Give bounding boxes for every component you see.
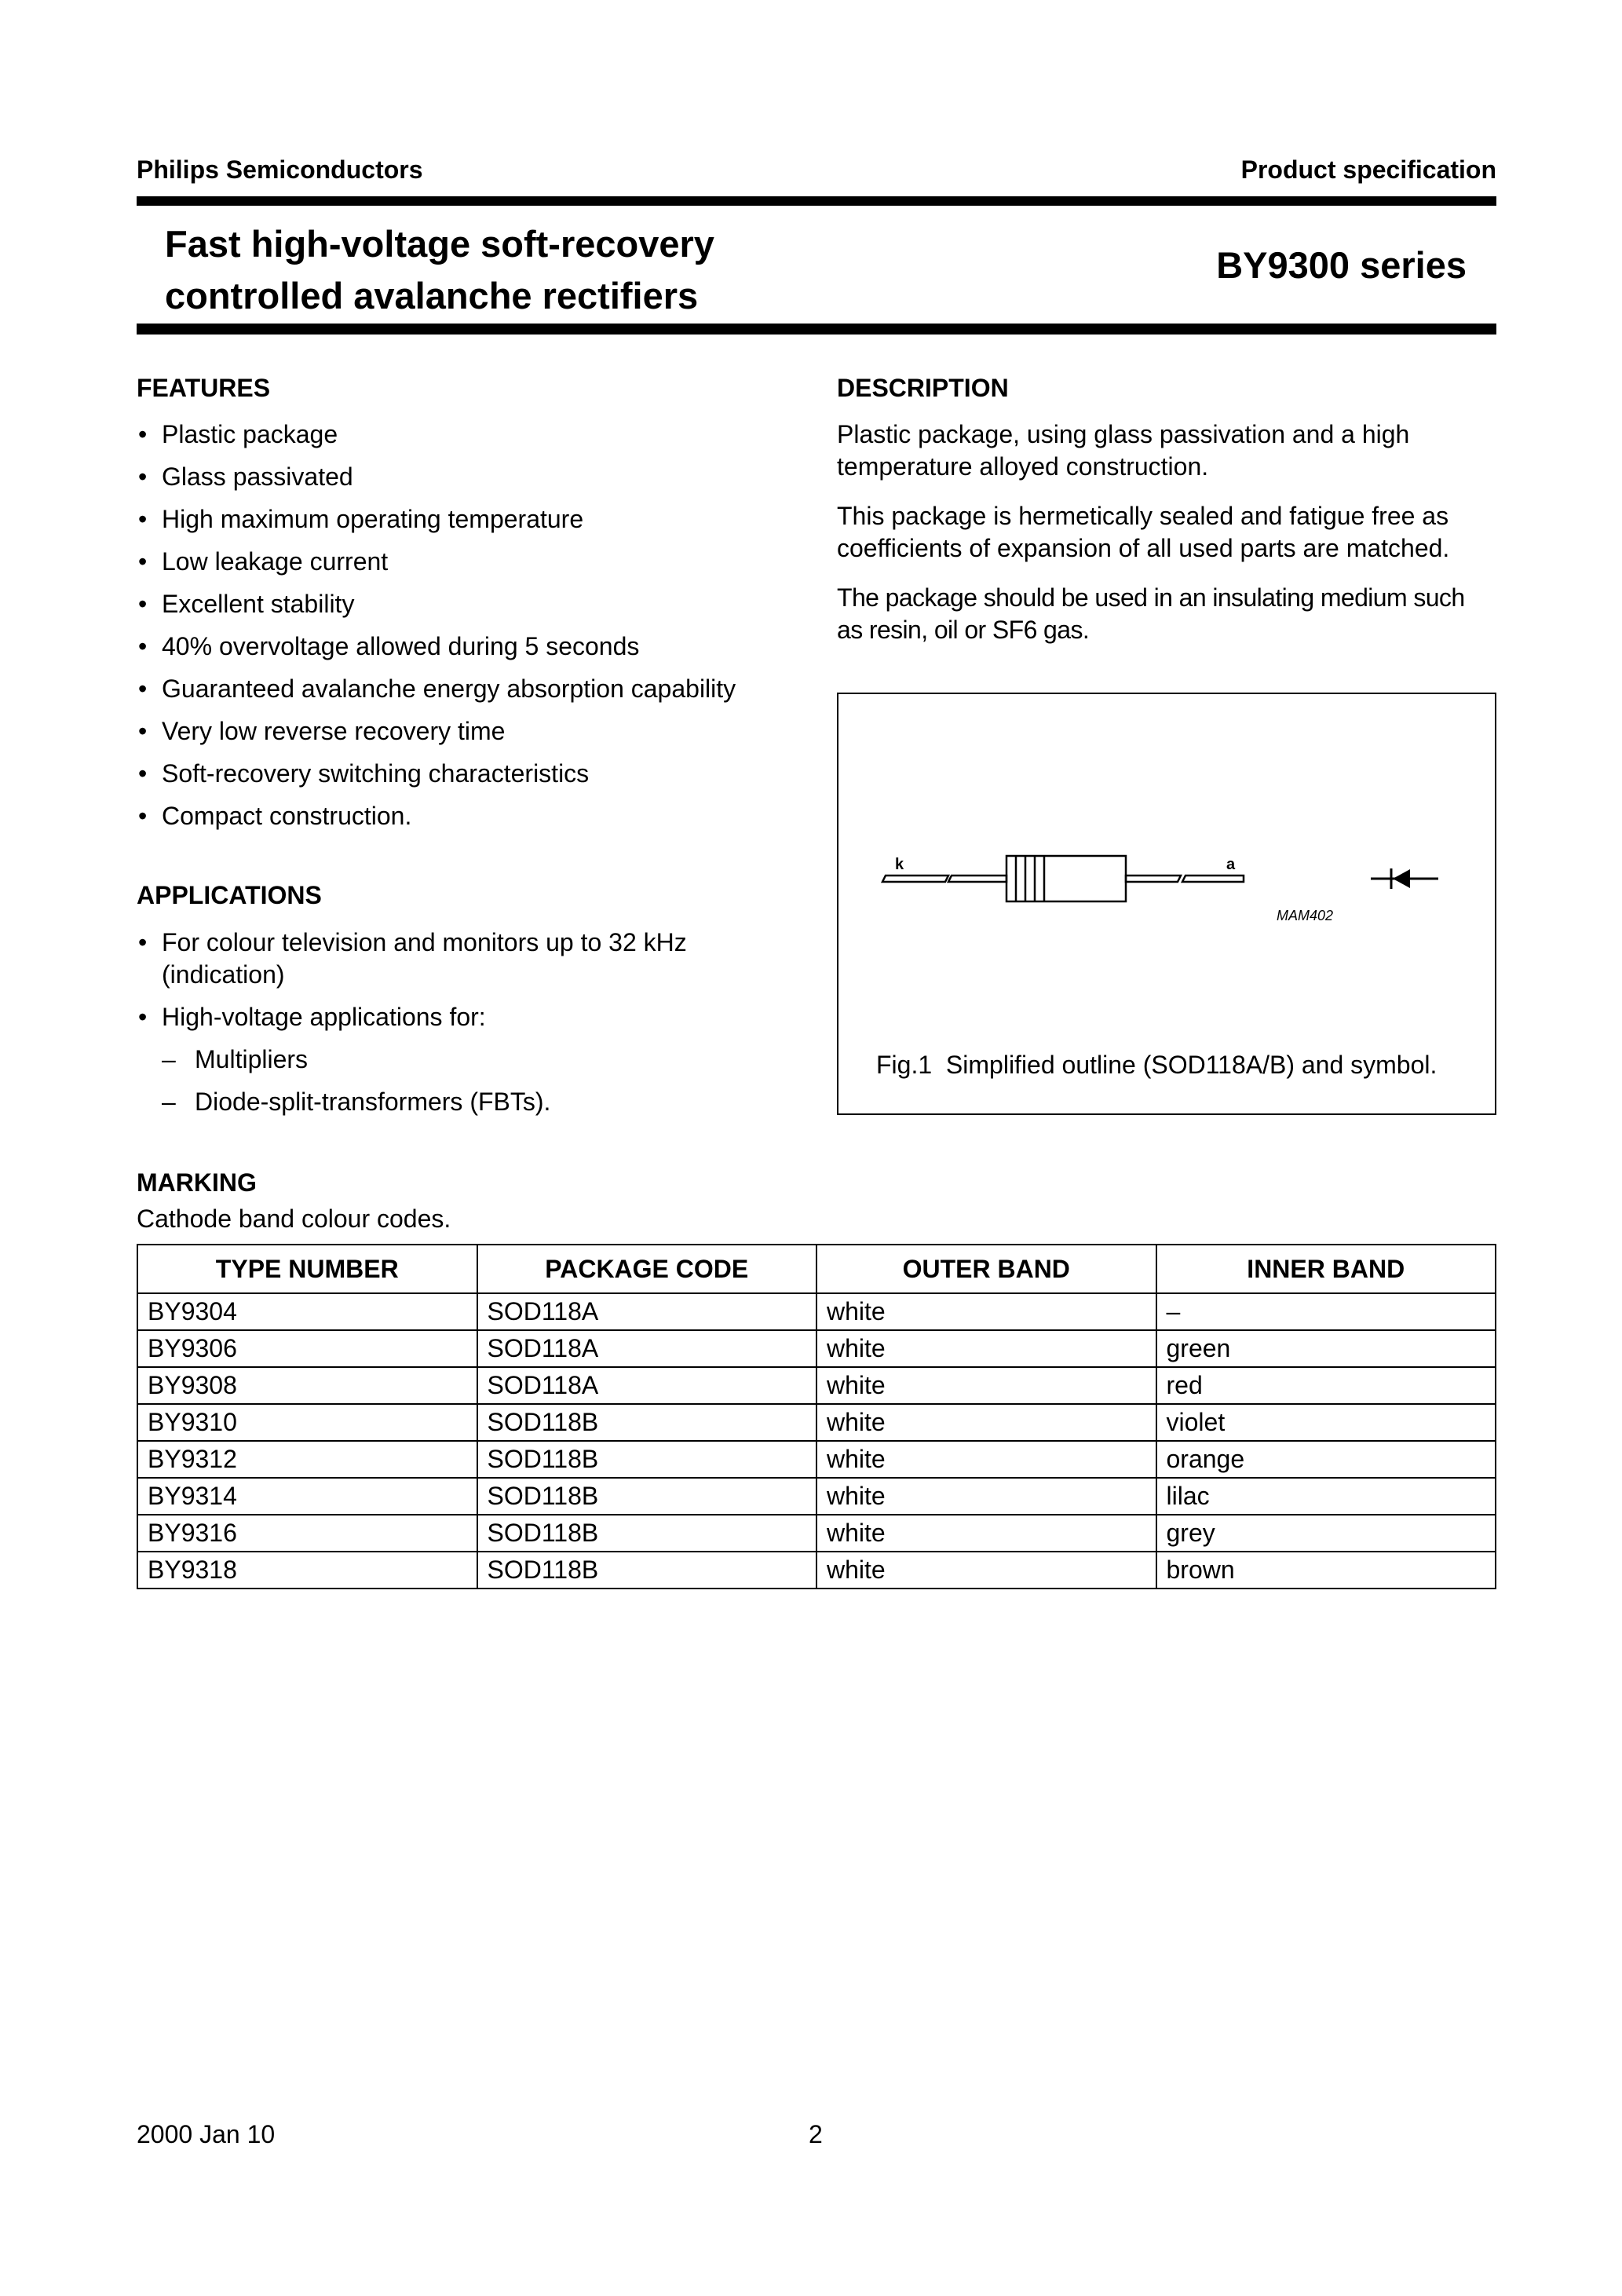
list-item: • Plastic package — [137, 419, 812, 451]
paragraph-line: coefficients of expansion of all used parts are matched. — [837, 534, 1450, 562]
table-cell: BY9318 — [137, 1552, 477, 1589]
column-header: OUTER BAND — [816, 1245, 1156, 1293]
list-item: • Very low reverse recovery time — [137, 715, 812, 748]
applications-heading: APPLICATIONS — [137, 881, 322, 909]
table-cell: green — [1156, 1330, 1496, 1367]
table-cell: white — [816, 1367, 1156, 1404]
table-row — [137, 1367, 1496, 1404]
list-item: • Soft-recovery switching characteristics — [137, 758, 812, 790]
table-cell: white — [816, 1552, 1156, 1589]
column-header: INNER BAND — [1156, 1245, 1496, 1293]
list-item: • Compact construction. — [137, 800, 812, 832]
marking-subtitle: Cathode band colour codes. — [137, 1205, 451, 1233]
description-paragraph-2 — [837, 500, 1512, 565]
marking-table — [137, 1244, 1496, 1589]
table-header-row — [137, 1245, 1496, 1293]
table-cell: SOD118B — [477, 1404, 817, 1441]
list-item-line: (indication) — [162, 960, 285, 989]
table-cell: brown — [1156, 1552, 1496, 1589]
table-cell: SOD118B — [477, 1441, 817, 1478]
table-cell: BY9304 — [137, 1293, 477, 1330]
table-cell: violet — [1156, 1404, 1496, 1441]
figure-caption — [876, 1051, 1437, 1080]
anode-lead-left — [1126, 876, 1181, 882]
table-cell: SOD118A — [477, 1293, 817, 1330]
page-title — [165, 218, 714, 322]
cathode-label: k — [895, 856, 904, 873]
column-header: PACKAGE CODE — [477, 1245, 817, 1293]
anode-lead-right — [1182, 876, 1244, 882]
diode-outline-figure — [837, 693, 1496, 1007]
features-list — [137, 419, 812, 832]
table-row — [137, 1330, 1496, 1367]
company-name: Philips Semiconductors — [137, 155, 423, 184]
figure-code: MAM402 — [1277, 908, 1334, 923]
table-cell: white — [816, 1293, 1156, 1330]
table-cell: grey — [1156, 1515, 1496, 1552]
table-cell: BY9312 — [137, 1441, 477, 1478]
table-cell: SOD118B — [477, 1552, 817, 1589]
table-cell: orange — [1156, 1441, 1496, 1478]
table-row — [137, 1478, 1496, 1515]
figure-caption-text: Simplified outline (SOD118A/B) and symbol. — [945, 1051, 1438, 1079]
table-cell: BY9310 — [137, 1404, 477, 1441]
description-paragraph-3 — [837, 582, 1512, 646]
table-cell: BY9316 — [137, 1515, 477, 1552]
page-number: 2 — [809, 2120, 823, 2148]
list-item: • Guaranteed avalanche energy absorption capability — [137, 673, 812, 705]
features-heading: FEATURES — [137, 374, 271, 402]
table-cell: BY9308 — [137, 1367, 477, 1404]
paragraph-line: Plastic package, using glass passivation and a high — [837, 420, 1410, 448]
anode-label: a — [1226, 856, 1236, 873]
cathode-lead-right — [948, 876, 1006, 882]
list-item — [137, 927, 812, 991]
list-item: • 40% overvoltage allowed during 5 seconds — [137, 631, 812, 663]
table-cell: BY9306 — [137, 1330, 477, 1367]
table-cell: white — [816, 1404, 1156, 1441]
list-item: • Low leakage current — [137, 546, 812, 578]
list-item: • High-voltage applications for: — [137, 1001, 812, 1033]
table-row — [137, 1404, 1496, 1441]
applications-list — [137, 927, 812, 1033]
table-cell: SOD118B — [477, 1478, 817, 1515]
description-heading: DESCRIPTION — [837, 374, 1009, 402]
doc-type: Product specification — [1240, 155, 1496, 184]
features-section — [137, 419, 812, 832]
footer-date: 2000 Jan 10 — [137, 2120, 276, 2148]
title-line-2: controlled avalanche rectifiers — [165, 275, 699, 316]
sub-list-item: – Diode-split-transformers (FBTs). — [137, 1086, 812, 1118]
list-item: • High maximum operating temperature — [137, 503, 812, 536]
list-item-line: • For colour television and monitors up to 32 kHz — [162, 928, 687, 956]
title-rule — [137, 324, 1496, 335]
applications-section — [137, 927, 812, 1118]
table-cell: SOD118A — [477, 1330, 817, 1367]
table-row — [137, 1515, 1496, 1552]
marking-heading: MARKING — [137, 1168, 257, 1197]
figure-number: Fig.1 — [876, 1051, 933, 1079]
table-cell: SOD118B — [477, 1515, 817, 1552]
paragraph-line: The package should be used in an insulating medium such — [837, 583, 1465, 612]
list-item: • Glass passivated — [137, 461, 812, 493]
table-cell: white — [816, 1330, 1156, 1367]
table-cell: white — [816, 1478, 1156, 1515]
table-cell: – — [1156, 1293, 1496, 1330]
table-row — [137, 1441, 1496, 1478]
paragraph-line: as resin, oil or SF6 gas. — [837, 616, 1090, 644]
paragraph-line: temperature alloyed construction. — [837, 452, 1209, 481]
column-header: TYPE NUMBER — [137, 1245, 477, 1293]
description-paragraph-1 — [837, 419, 1512, 483]
title-line-1: Fast high-voltage soft-recovery — [165, 223, 714, 265]
cathode-lead-left — [882, 876, 948, 882]
table-row — [137, 1293, 1496, 1330]
table-row — [137, 1552, 1496, 1589]
table-cell: white — [816, 1515, 1156, 1552]
header-rule — [137, 196, 1496, 206]
table-cell: white — [816, 1441, 1156, 1478]
table-cell: lilac — [1156, 1478, 1496, 1515]
diode-symbol-triangle — [1393, 869, 1410, 888]
table-cell: red — [1156, 1367, 1496, 1404]
series-name: BY9300 series — [1216, 244, 1467, 286]
table-cell: BY9314 — [137, 1478, 477, 1515]
list-item: • Excellent stability — [137, 588, 812, 620]
sub-list-item: – Multipliers — [137, 1044, 812, 1076]
paragraph-line: This package is hermetically sealed and fatigue free as — [837, 502, 1449, 530]
table-cell: SOD118A — [477, 1367, 817, 1404]
